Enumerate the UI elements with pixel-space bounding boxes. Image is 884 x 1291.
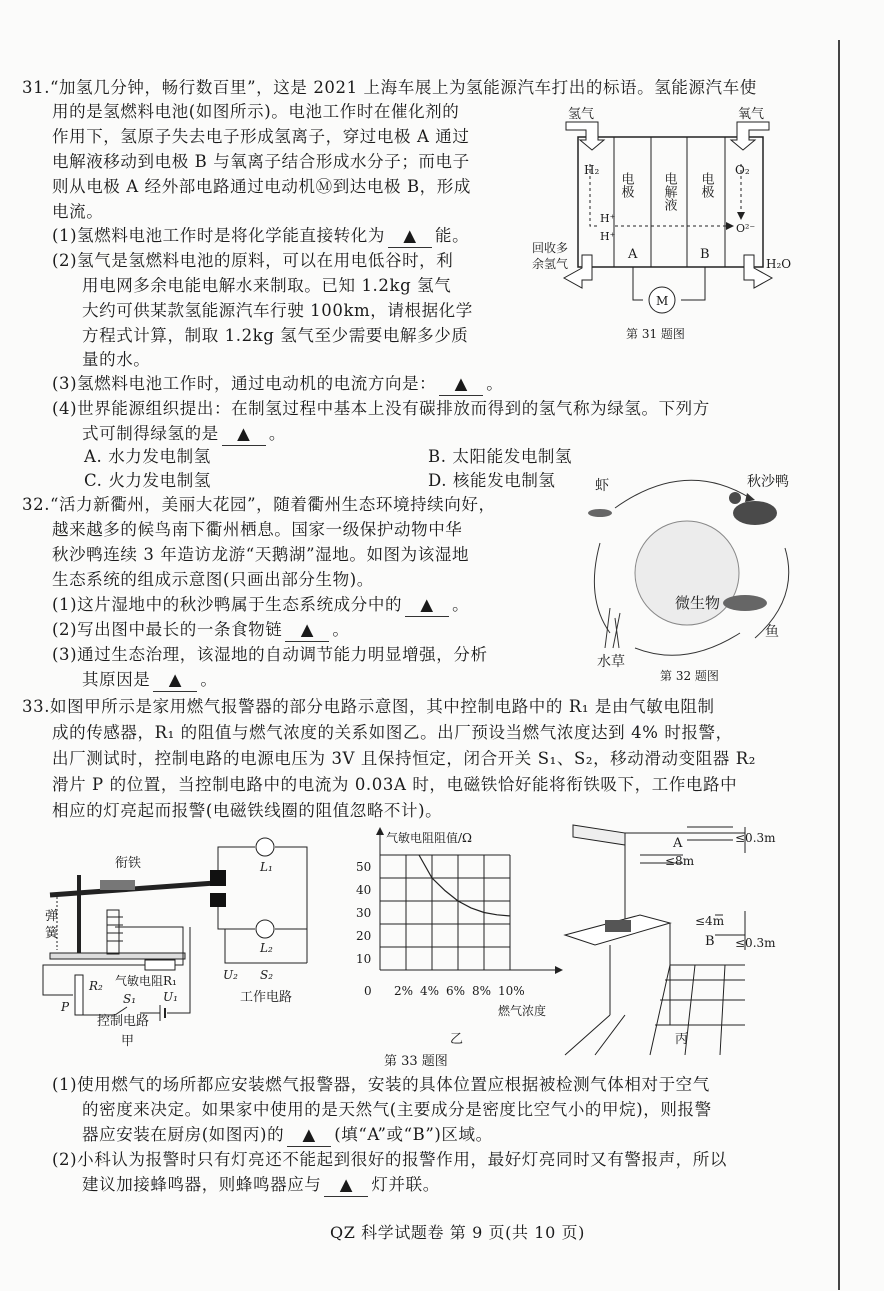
answer-blank[interactable]: ▲: [222, 423, 266, 446]
o2-in-label: 氧气: [738, 107, 765, 122]
electrode-b-label: B: [700, 247, 710, 262]
lamp-l1-label: L₁: [260, 860, 273, 874]
duck-label: 秋沙鸭: [747, 474, 789, 490]
q32-line: “活力新衢州，美丽大花园”，随着衢州生态环境持续向好，: [50, 495, 496, 514]
figure-caption: 第 31 题图: [626, 327, 685, 341]
figure-a-label: 甲: [121, 1034, 135, 1049]
y-tick: 50: [356, 860, 372, 874]
q31-part2: (2)氢气是氢燃料电池的原料，可以在用电低谷时，利: [52, 251, 454, 270]
q33-p1-text-end: (填“A”或“B”)区域。: [334, 1125, 493, 1144]
s1-label: S₁: [123, 992, 137, 1006]
q32-line: 秋沙鸭连续 3 年造访龙游“天鹅湖”湿地。如图为该湿地: [52, 545, 470, 564]
figure-caption: 第 33 题图: [384, 1054, 448, 1069]
control-circuit-label: 控制电路: [97, 1014, 150, 1029]
spring-label: 弹: [45, 909, 59, 924]
q31-part2: 用电网多余电能电解水来制取。已知 1.2kg 氢气: [82, 276, 452, 295]
q33-part2: (2)小科认为报警时只有灯亮还不能起到很好的报警作用，最好灯亮同时又有警报声，所以: [52, 1150, 727, 1169]
figure-b-label: 乙: [450, 1032, 464, 1047]
q31-p3-text-end: 。: [486, 374, 504, 393]
electrolyte-label: 电解液: [661, 172, 677, 211]
answer-blank[interactable]: ▲: [324, 1174, 368, 1197]
fish-label: 鱼: [765, 624, 779, 640]
grass-label: 水草: [597, 654, 625, 670]
x-tick: 10%: [498, 984, 525, 998]
q31-part2: 方程式计算，制取 1.2kg 氢气至少需要电解多少质: [82, 326, 469, 345]
q32-part2: [52, 619, 349, 642]
h2o-label: H₂O: [766, 257, 792, 271]
q31-line: “加氢几分钟，畅行数百里”，这是 2021 上海车展上为氢能源汽车打出的标语。氢能源汽车使: [50, 78, 757, 97]
sensor-label: 气敏电阻R₁: [115, 974, 177, 988]
option-a[interactable]: A. 水力发电制氢: [84, 447, 211, 466]
q31-p3-text: (3)氢燃料电池工作时，通过电动机的电流方向是：: [52, 374, 437, 393]
origin-label: 0: [364, 984, 372, 998]
ecosystem-diagram: [575, 468, 815, 688]
fuel-cell-diagram: [532, 102, 800, 352]
q31-line: 电解液移动到电极 B 与氧离子结合形成水分子；而电子: [52, 152, 470, 171]
x-tick: 2%: [394, 984, 414, 998]
q33-part1: 的密度来决定。如果家中使用的是天然气(主要成分是密度比空气小的甲烷)，则报警: [82, 1100, 712, 1119]
option-d[interactable]: D. 核能发电制氢: [428, 471, 556, 490]
slider-p-label: P: [61, 1000, 70, 1014]
q33-line: 成的传感器，R₁ 的阻值与燃气浓度的关系如图乙。出厂预设当燃气浓度达到 4% 时报警，: [52, 723, 733, 742]
armature-label: 衔铁: [115, 856, 142, 871]
microbe-label: 微生物: [675, 594, 721, 612]
u1-label: U₁: [163, 990, 178, 1004]
q33-p1-text: 器应安装在厨房(如图丙)的: [82, 1125, 285, 1144]
q32-line: 越来越多的候鸟南下衢州栖息。国家一级保护动物中华: [52, 520, 463, 539]
q31-p4-text-end: 。: [268, 424, 286, 443]
s2-label: S₂: [260, 968, 274, 982]
height-b-label: ≤0.3m: [735, 936, 776, 950]
q31-part2: 大约可供某款氢能源汽车行驶 100km，请根据化学: [82, 301, 473, 320]
q33-line: 如图甲所示是家用燃气报警器的部分电路示意图，其中控制电路中的 R₁ 是由气敏电阻制: [50, 697, 715, 716]
option-b[interactable]: B. 太阳能发电制氢: [428, 447, 573, 466]
page-footer: QZ 科学试题卷 第 9 页(共 10 页): [330, 1223, 585, 1242]
resistance-chart: [350, 825, 565, 1050]
q31-line: 用的是氢燃料电池(如图所示)。电池工作时在催化剂的: [52, 102, 460, 121]
h-ion-label: H⁺: [600, 230, 616, 243]
q33-p2-text-end: 灯并联。: [371, 1175, 440, 1194]
q31-p4-text: 式可制得绿氢的是: [82, 424, 219, 443]
figure-caption: 第 32 题图: [660, 669, 719, 683]
q31-number: 31.: [22, 78, 51, 97]
q33-part1: (1)使用燃气的场所都应安装燃气报警器，安装的具体位置应根据被检测气体相对于空气: [52, 1075, 710, 1094]
electrode-label: 电极: [698, 172, 714, 198]
q32-p3-text-end: 。: [200, 670, 218, 689]
q33-part2: [82, 1174, 440, 1197]
q33-number: 33.: [22, 697, 51, 716]
spring-label: 簧: [45, 926, 59, 941]
q31-part1: [52, 225, 469, 248]
answer-blank[interactable]: ▲: [405, 594, 449, 617]
y-tick: 10: [356, 952, 372, 966]
r2-label: R₂: [89, 979, 103, 993]
distance-b-label: ≤4m: [695, 914, 725, 928]
x-axis-label: 燃气浓度: [498, 1004, 547, 1018]
h2-in-label: 氢气: [568, 107, 595, 122]
h2-label: H₂: [584, 163, 600, 177]
q32-p2-text-end: 。: [332, 620, 350, 639]
shrimp-label: 虾: [595, 478, 609, 494]
electrode-a-label: A: [628, 247, 638, 262]
answer-blank[interactable]: ▲: [285, 619, 329, 642]
answer-blank[interactable]: ▲: [287, 1124, 331, 1147]
height-a-label: ≤0.3m: [735, 831, 776, 845]
q32-part3: (3)通过生态治理，该湿地的自动调节能力明显增强，分析: [52, 645, 488, 664]
kitchen-diagram: [565, 815, 805, 1045]
q32-p1-text-end: 。: [452, 595, 470, 614]
q31-p1-text: (1)氢燃料电池工作时是将化学能直接转化为: [52, 226, 385, 245]
o2-label: O₂: [735, 163, 750, 177]
q31-part3: [52, 373, 503, 396]
q31-part4: [82, 423, 286, 446]
q32-p2-text: (2)写出图中最长的一条食物链: [52, 620, 283, 639]
q32-p1-text: (1)这片湿地中的秋沙鸭属于生态系统成分中的: [52, 595, 403, 614]
motor-icon: M: [656, 294, 669, 308]
y-tick: 30: [356, 906, 372, 920]
q31-part4: (4)世界能源组织提出：在制氢过程中基本上没有碳排放而得到的氢气称为绿氢。下列方: [52, 399, 710, 418]
answer-blank[interactable]: ▲: [439, 373, 483, 396]
y-tick: 20: [356, 929, 372, 943]
recycle-label: 余氢气: [532, 257, 569, 271]
q32-line: 生态系统的组成示意图(只画出部分生物)。: [52, 570, 374, 589]
q32-part1: [52, 594, 469, 617]
h-ion-label: H⁺: [600, 212, 616, 225]
q33-line: 出厂测试时，控制电路的电源电压为 3V 且保持恒定，闭合开关 S₁、S₂，移动滑动变阻器 R₂: [52, 749, 756, 768]
y-tick: 40: [356, 883, 372, 897]
u2-label: U₂: [223, 968, 238, 982]
answer-blank[interactable]: ▲: [388, 225, 432, 248]
q33-line: 滑片 P 的位置，当控制电路中的电流为 0.03A 时，电磁铁恰好能将衔铁吸下，工作电路中: [52, 775, 738, 794]
x-tick: 6%: [446, 984, 466, 998]
zone-a-label: A: [673, 836, 683, 851]
o-ion-label: O²⁻: [736, 222, 756, 235]
x-tick: 8%: [472, 984, 492, 998]
q31-line: 则从电极 A 经外部电路通过电动机Ⓜ到达电极 B，形成: [52, 177, 471, 196]
distance-a-label: ≤8m: [665, 854, 695, 868]
answer-blank[interactable]: ▲: [153, 669, 197, 692]
page-edge: [838, 40, 840, 1290]
q33-p2-text: 建议加接蜂鸣器，则蜂鸣器应与: [82, 1175, 322, 1194]
alarm-circuit-diagram: [45, 825, 315, 1050]
q31-p1-text-end: 能。: [434, 226, 470, 245]
q32-p3-text: 其原因是: [82, 670, 151, 689]
q33-line: 相应的灯亮起而报警(电磁铁线圈的阻值忽略不计)。: [52, 801, 443, 820]
zone-b-label: B: [705, 934, 715, 949]
electrode-label: 电极: [618, 172, 634, 198]
resistance-curve: [419, 855, 510, 916]
q31-part2: 量的水。: [82, 350, 151, 369]
q31-line: 作用下，氢原子失去电子形成氢离子，穿过电极 A 通过: [52, 127, 470, 146]
q33-part1: [82, 1124, 493, 1147]
y-axis-label: 气敏电阻阻值/Ω: [386, 831, 472, 845]
q31-line: 电流。: [52, 202, 104, 221]
recycle-label: 回收多: [532, 241, 569, 255]
x-tick: 4%: [420, 984, 440, 998]
lamp-l2-label: L₂: [260, 941, 273, 955]
q32-number: 32.: [22, 495, 51, 514]
work-circuit-label: 工作电路: [240, 990, 293, 1005]
option-c[interactable]: C. 火力发电制氢: [84, 471, 211, 490]
q32-part3: [82, 669, 218, 692]
figure-c-label: 丙: [675, 1032, 689, 1047]
